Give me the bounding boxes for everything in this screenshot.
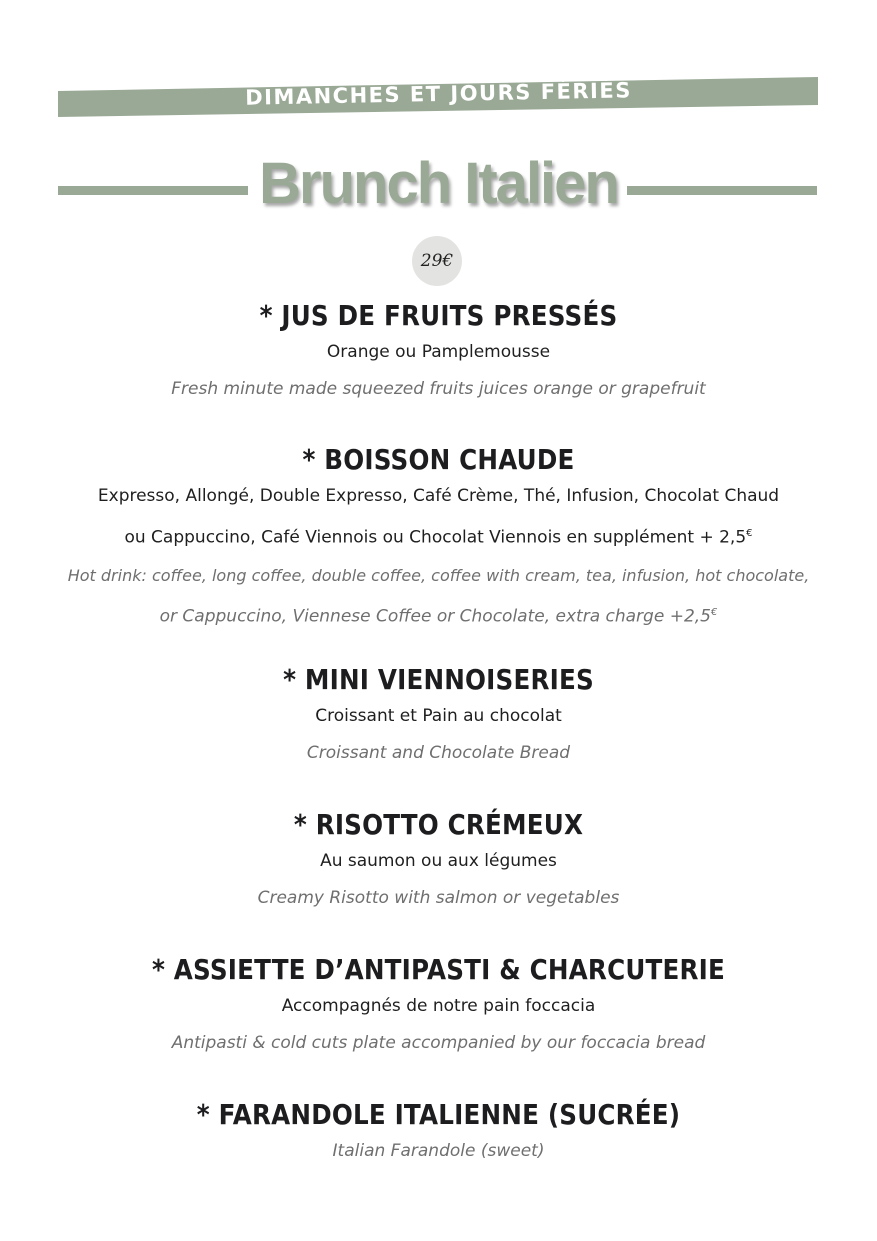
section-heading: * BOISSON CHAUDE — [302, 443, 575, 476]
section-risotto — [0, 807, 877, 917]
english-description: Fresh minute made squeezed fruits juices orange or grapefruit — [171, 379, 706, 399]
english-description-line-1: Hot drink: coffee, long coffee, double coffee, coffee with cream, tea, infusion, hot chocolate, — [67, 565, 810, 585]
french-description: Au saumon ou aux légumes — [320, 851, 557, 871]
english-description: Antipasti & cold cuts plate accompanied by our foccacia bread — [171, 1033, 706, 1053]
english-description: Italian Farandole (sweet) — [332, 1141, 545, 1161]
section-heading: * FARANDOLE ITALIENNE (SUCRÉE) — [196, 1098, 681, 1131]
french-description: Accompagnés de notre pain foccacia — [281, 996, 596, 1016]
price-badge: 29€ — [412, 236, 462, 286]
french-description: Croissant et Pain au chocolat — [315, 706, 562, 726]
banner-text: DIMANCHES ET JOURS FÉRIÉS — [244, 78, 633, 110]
section-heading: * ASSIETTE D’ANTIPASTI & CHARCUTERIE — [151, 953, 726, 986]
french-description: Orange ou Pamplemousse — [326, 342, 551, 362]
english-description-line-2: or Cappuccino, Viennese Coffee or Chocolate, extra charge +2,5€ — [159, 606, 718, 627]
english-description: Creamy Risotto with salmon or vegetables — [257, 888, 620, 908]
section-farandole — [0, 1097, 877, 1170]
section-heading: * RISOTTO CRÉMEUX — [293, 808, 584, 841]
french-description-line-1: Expresso, Allongé, Double Expresso, Café Crème, Thé, Infusion, Chocolat Chaud — [97, 486, 780, 506]
french-description-line-2: ou Cappuccino, Café Viennois ou Chocolat Viennois en supplément + 2,5€ — [124, 527, 753, 548]
section-antipasti — [0, 952, 877, 1062]
section-hot-drink — [0, 442, 877, 635]
section-heading: * JUS DE FRUITS PRESSÉS — [259, 299, 618, 332]
section-juice — [0, 298, 877, 408]
menu-title: Brunch Italien — [259, 151, 618, 216]
english-description: Croissant and Chocolate Bread — [306, 743, 571, 763]
section-viennoiseries — [0, 662, 877, 772]
section-heading: * MINI VIENNOISERIES — [283, 663, 594, 696]
